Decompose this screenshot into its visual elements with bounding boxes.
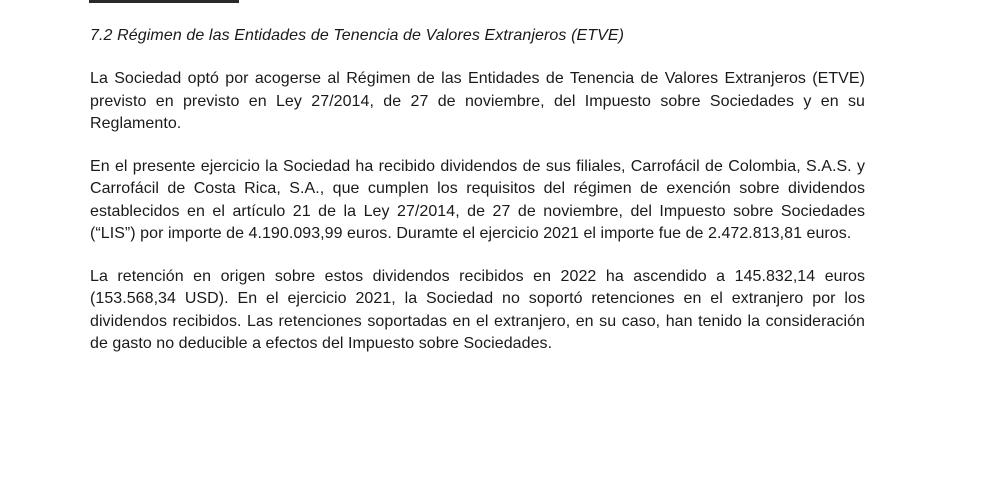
section-title: Régimen de las Entidades de Tenencia de Valores Extranjeros (ETVE) (117, 27, 625, 44)
paragraph-dividends: En el presente ejercicio la Sociedad ha recibido dividendos de sus filiales, Carrofácil de Colombia, S.A.S. y Carrofácil de Costa Rica, S.A., que cumplen los requisitos del régimen de exención sobre dividendos establecidos en el artículo 21 de la Ley 27/2014, de 27 de noviembre, del Impuesto sobre Sociedades (“LIS”) por importe de 4.190.093,99 euros. Duramte el ejercicio 2021 el importe fue de 2.472.813,81 euros. (90, 157, 865, 242)
paragraph-etve-regime: La Sociedad optó por acogerse al Régimen de las Entidades de Tenencia de Valores Extranjeros (ETVE) previsto en previsto en Ley 27/2014, de 27 de noviembre, del Impuesto sobre Sociedades y en su Reglamento. (90, 70, 865, 132)
top-rule (89, 0, 239, 3)
paragraph-withholding: La retención en origen sobre estos dividendos recibidos en 2022 ha ascendido a 145.832,14 euros (153.568,34 USD). En el ejercicio 2021, la Sociedad no soportó retenciones en el extranjero por los dividendos recibidos. Las retenciones soportadas en el extranjero, en su caso, han tenido la consideración de gasto no deducible a efectos del Impuesto sobre Sociedades. (90, 267, 865, 352)
section-number: 7.2 (90, 27, 113, 44)
section-heading (90, 24, 865, 48)
document-body (90, 24, 865, 356)
